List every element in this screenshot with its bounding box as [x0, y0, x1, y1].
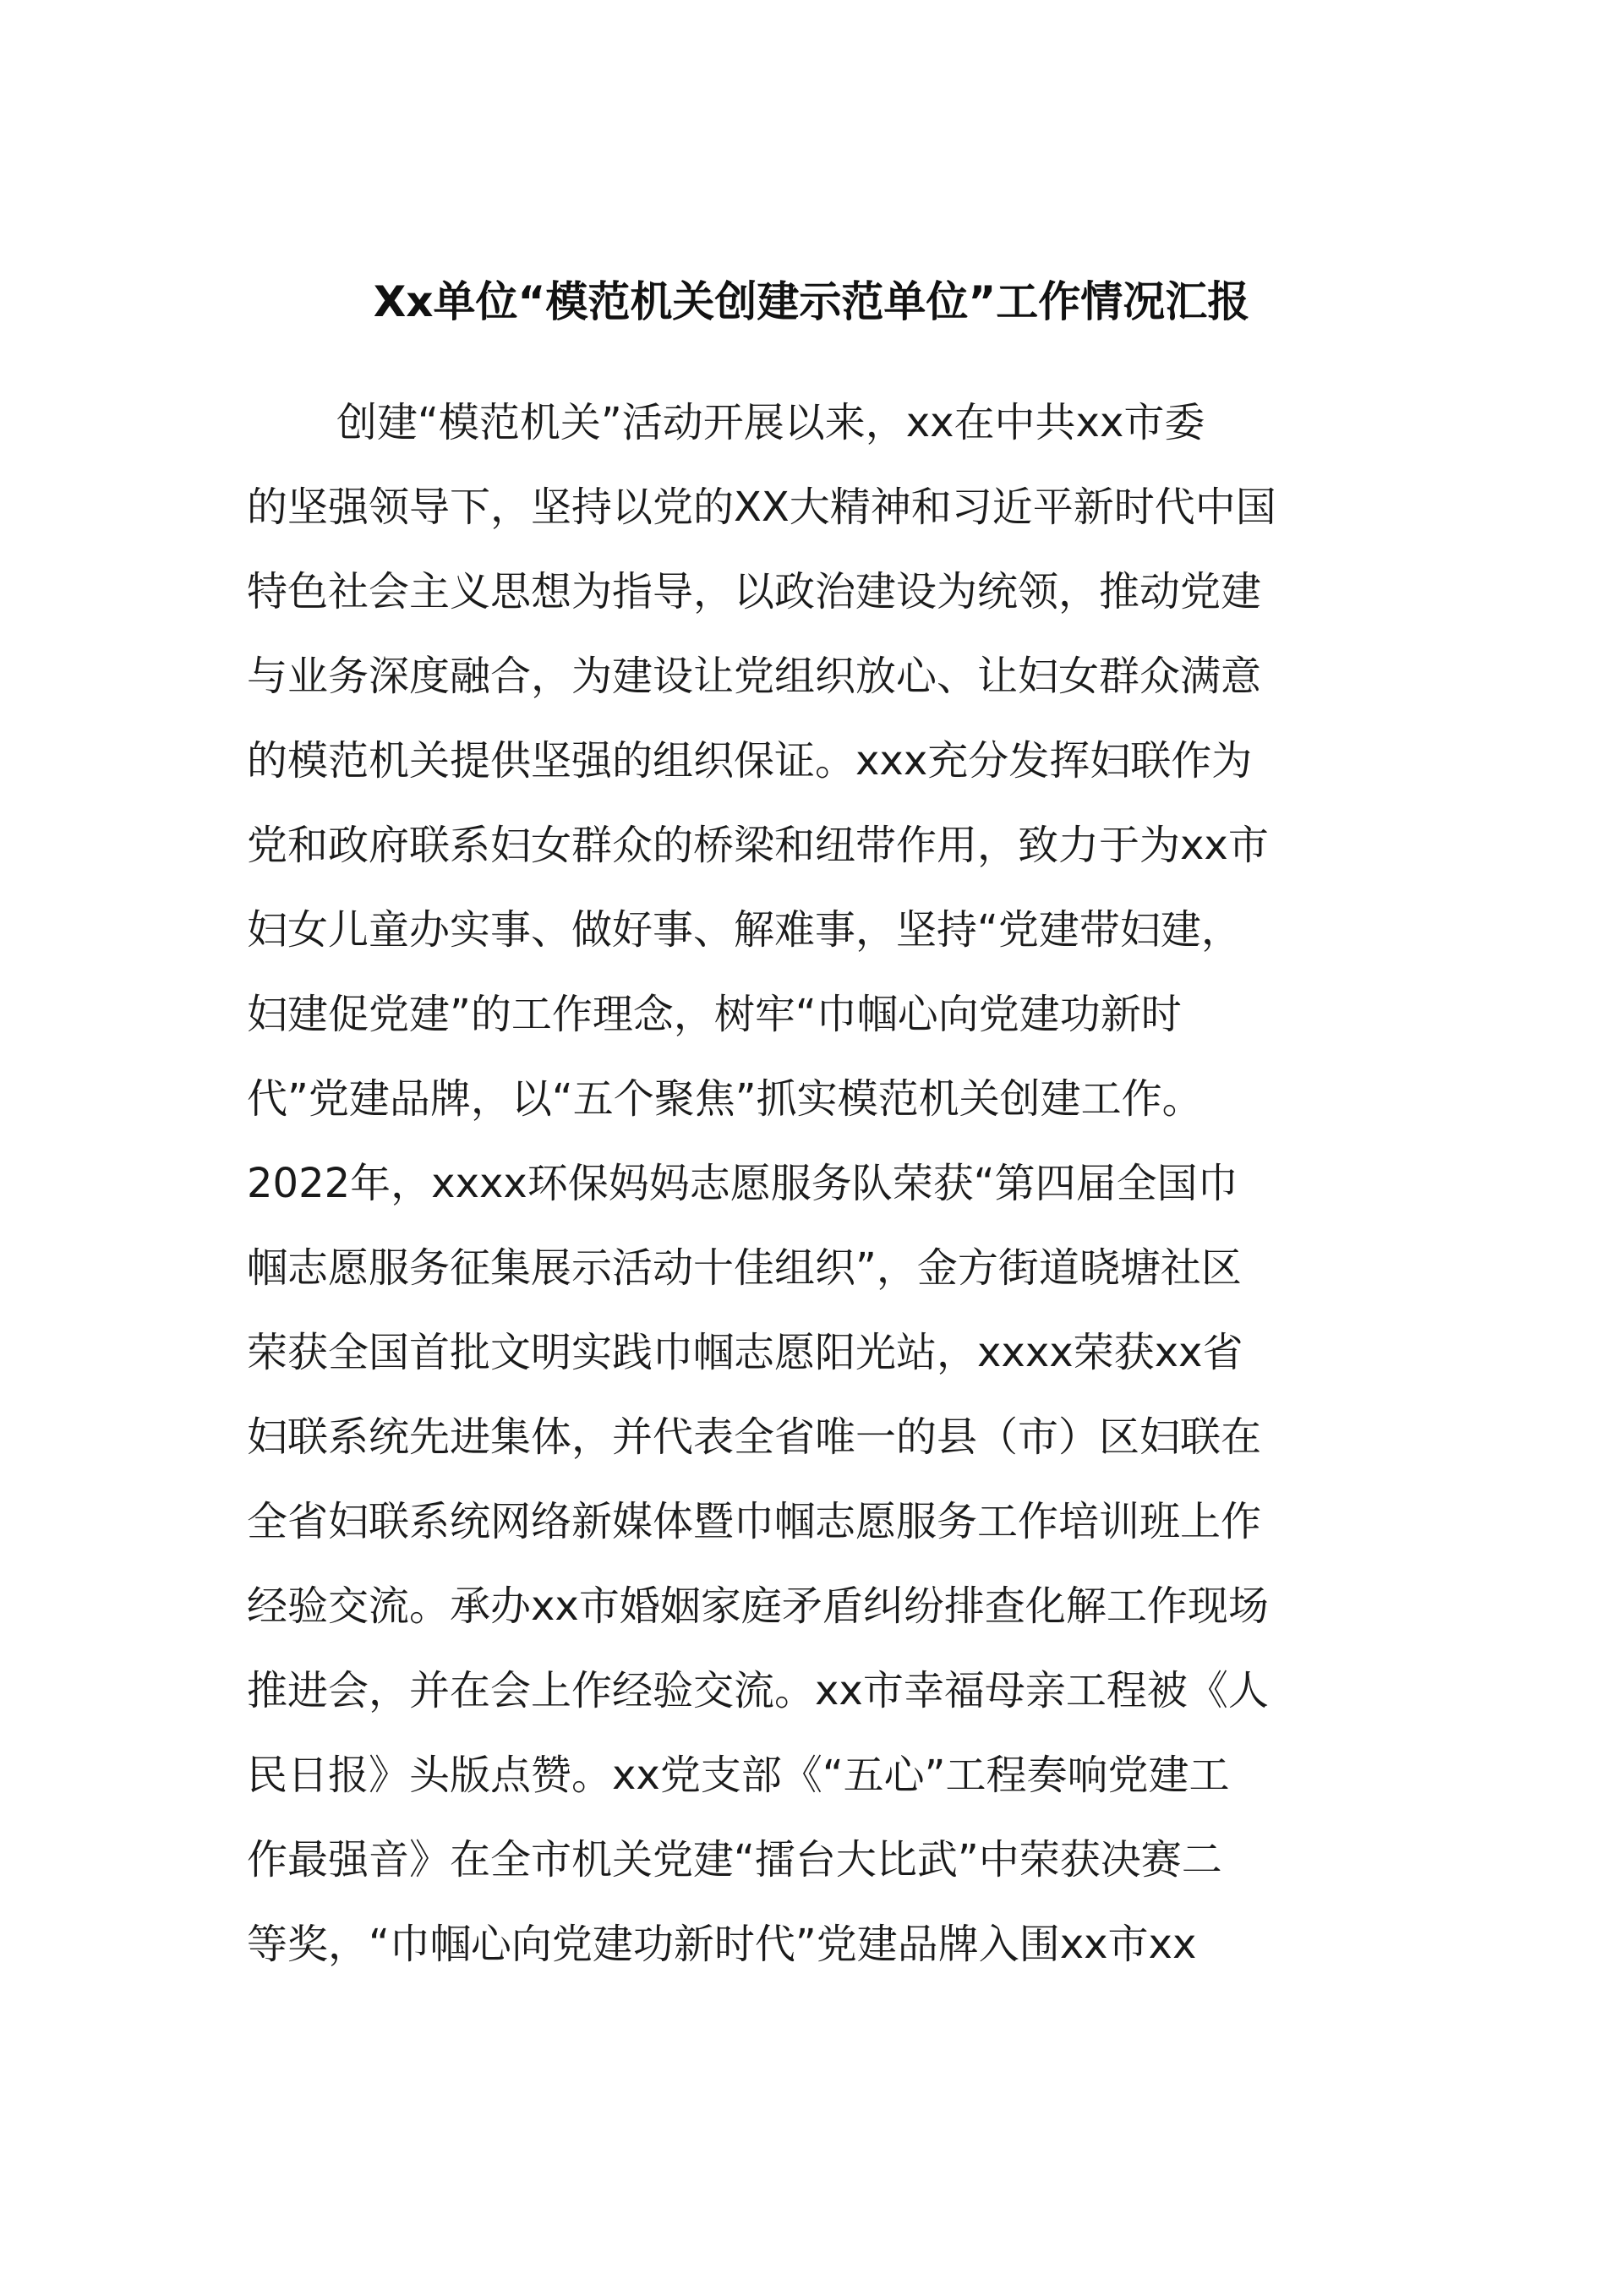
body-line: 妇联系统先进集体，并代表全省唯一的县（市）区妇联在 [247, 1413, 1262, 1461]
body-line: 与业务深度融合，为建设让党组织放心、让妇女群众满意 [247, 653, 1262, 700]
body-line: 2022年，xxxx环保妈妈志愿服务队荣获“第四届全国巾 [247, 1160, 1238, 1207]
body-line: 帼志愿服务征集展示活动十佳组织”，金方街道晓塘社区 [247, 1244, 1242, 1292]
document-title: Xx单位“模范机关创建示范单位”工作情况汇报 [373, 277, 1250, 326]
body-line: 作最强音》在全市机关党建“擂台大比武”中荣获决赛二 [247, 1836, 1222, 1883]
body-line: 代”党建品牌，以“五个聚焦”抓实模范机关创建工作。 [247, 1075, 1203, 1123]
body-line: 创建“模范机关”活动开展以来，xx在中共xx市委 [336, 399, 1205, 446]
document-body [247, 397, 1396, 2004]
body-line: 的模范机关提供坚强的组织保证。xxx充分发挥妇联作为 [247, 737, 1253, 784]
body-line: 全省妇联系统网络新媒体暨巾帼志愿服务工作培训班上作 [247, 1498, 1262, 1545]
body-line: 等奖，“巾帼心向党建功新时代”党建品牌入围xx市xx [247, 1921, 1197, 1968]
body-line: 经验交流。承办xx市婚姻家庭矛盾纠纷排查化解工作现场 [247, 1583, 1269, 1630]
body-line: 的坚强领导下，坚持以党的XX大精神和习近平新时代中国 [247, 484, 1276, 531]
body-line: 妇女儿童办实事、做好事、解难事，坚持“党建带妇建， [247, 906, 1242, 954]
body-line: 特色社会主义思想为指导，以政治建设为统领，推动党建 [247, 568, 1262, 615]
body-line: 党和政府联系妇女群众的桥梁和纽带作用，致力于为xx市 [247, 822, 1269, 869]
body-line: 荣获全国首批文明实践巾帼志愿阳光站，xxxx荣获xx省 [247, 1329, 1243, 1376]
body-line: 民日报》头版点赞。xx党支部《“五心”工程奏响党建工 [247, 1752, 1230, 1799]
body-line: 推进会，并在会上作经验交流。xx市幸福母亲工程被《人 [247, 1667, 1269, 1714]
body-line: 妇建促党建”的工作理念，树牢“巾帼心向党建功新时 [247, 991, 1182, 1038]
